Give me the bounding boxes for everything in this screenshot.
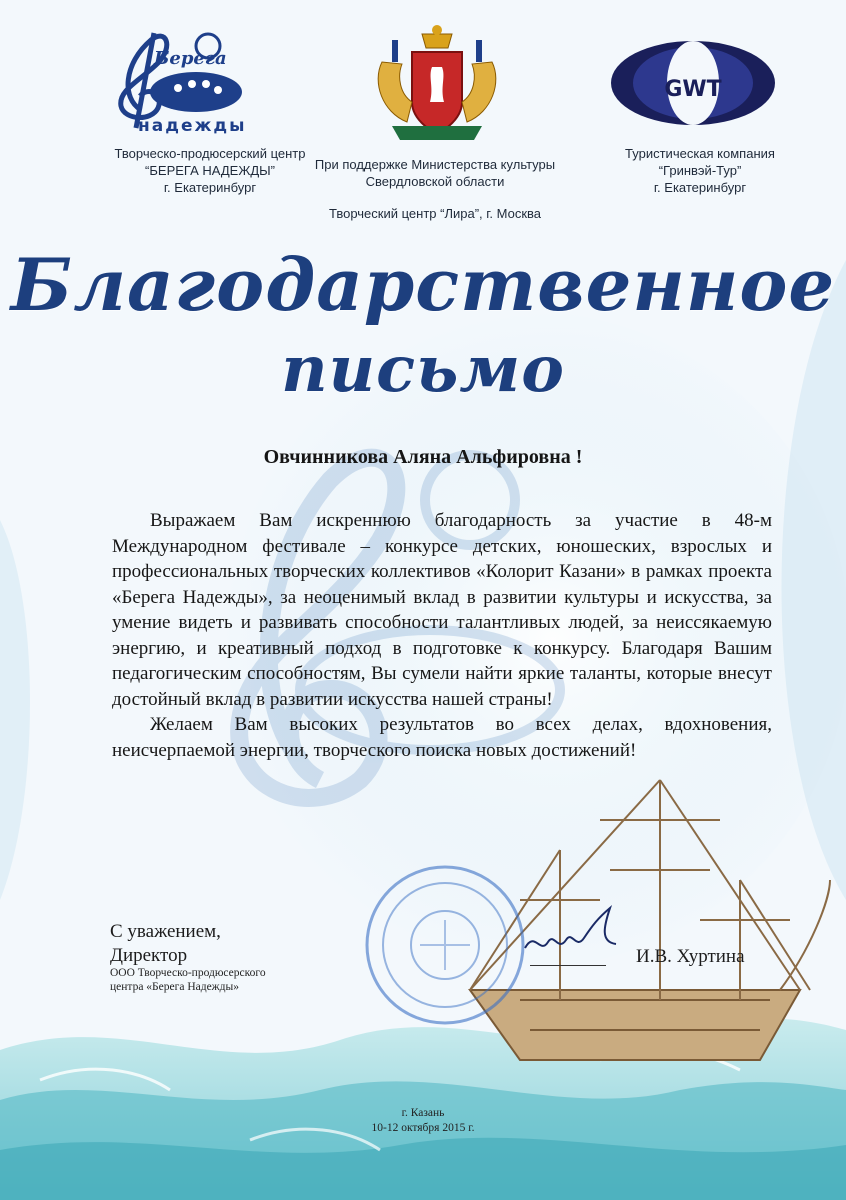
letter-body: [112, 508, 772, 763]
right-org-line: Туристическая компания: [625, 146, 775, 161]
director-position: Директор: [110, 945, 188, 966]
stamp-icon: [360, 860, 530, 1030]
recipient-name: Овчинникова Аляна Альфировна !: [263, 446, 583, 468]
left-org-line: “БЕРЕГА НАДЕЖДЫ”: [145, 163, 275, 178]
closing-block: [110, 920, 221, 968]
center-org2-line: Творческий центр “Лира”, г. Москва: [328, 206, 542, 221]
right-organization: [580, 145, 820, 196]
left-org-line: г. Екатеринбург: [163, 180, 257, 195]
logo-sub-text: надежды: [138, 116, 246, 136]
signature-line: [530, 965, 606, 966]
signature-icon: [520, 900, 640, 970]
right-org-line: “Гринвэй-Тур”: [658, 163, 742, 178]
certificate-title-line2: письмо: [281, 332, 565, 407]
gwt-logo: [608, 38, 778, 128]
coat-of-arms-icon: [362, 22, 512, 150]
city: г. Казань: [401, 1107, 445, 1119]
place-and-date: [0, 1106, 846, 1136]
center-org-line: При поддержке Министерства культуры: [314, 157, 556, 172]
certificate-title-line1: Благодарственное: [10, 242, 836, 327]
director-name: И.В. Хуртина: [636, 946, 745, 967]
center-organization-2: [290, 205, 580, 222]
right-org-line: г. Екатеринбург: [653, 180, 747, 195]
logo-script-text: Берега: [154, 48, 227, 69]
left-org-line: Творческо-продюсерский центр: [114, 146, 306, 161]
company-line-1: ООО Творческо-продюсерского: [110, 967, 266, 979]
event-dates: 10-12 октября 2015 г.: [371, 1122, 475, 1134]
company-name: [110, 966, 266, 994]
regards-text: С уважением,: [110, 921, 221, 942]
company-line-2: центра «Берега Надежды»: [110, 981, 239, 993]
berega-nadezhdy-logo: [96, 18, 246, 136]
center-organization: [290, 156, 580, 190]
body-paragraph-2: Желаем Вам высоких результатов во всех делах, вдохновения, неисчерпаемой энергии, творческого поиска новых достижений!: [112, 714, 772, 761]
center-org-line: Свердловской области: [365, 174, 505, 189]
body-paragraph-1: Выражаем Вам искреннюю благодарность за участие в 48-м Международном фестивале – конкурсе детских, юношеских, взрослых и профессиональных творческих коллективов «Колорит Казани» в рамках проекта «Берега Надежды», за неоценимый вклад в развитии культуры и искусства, за умение видеть и развивать способности талантливых людей, за неиссякаемую энергию, и креативный подход в подготовке к конкурсу. Благодаря Вашим педагогическим способностям, Вы сумели найти яркие таланты, которые внесут достойный вклад в развитии искусства нашей страны!: [112, 510, 772, 710]
gwt-logo-text: GWT: [664, 77, 722, 102]
